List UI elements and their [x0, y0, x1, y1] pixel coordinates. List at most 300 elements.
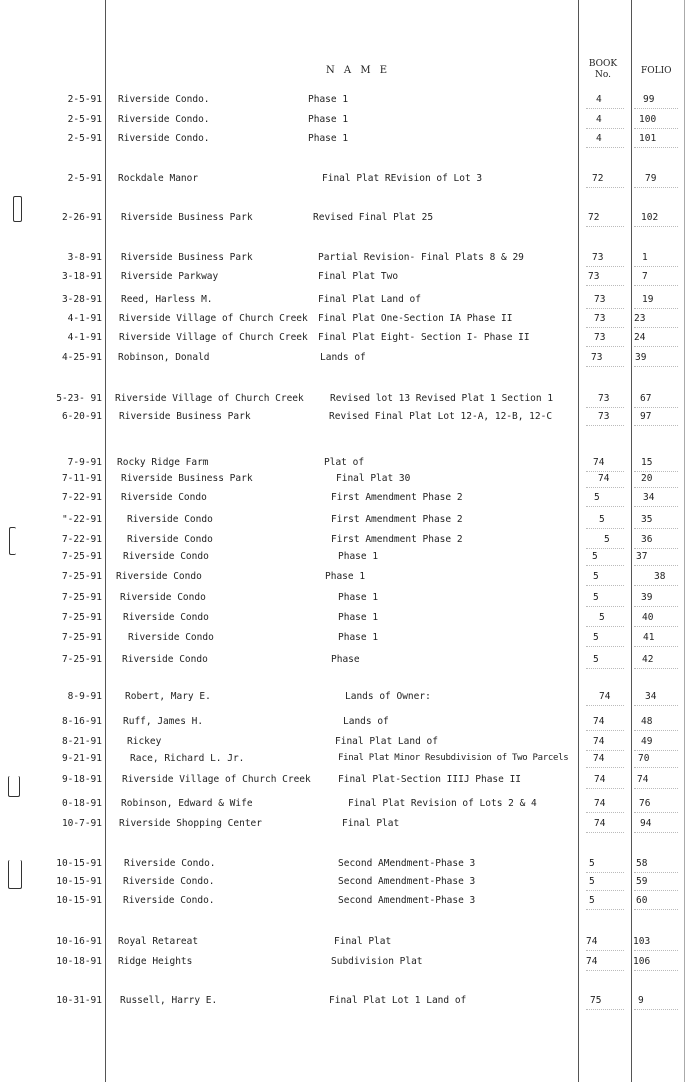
entry-name: Riverside Business Park: [121, 473, 253, 484]
entry-name: Riverside Shopping Center: [119, 818, 262, 829]
book-header-line1: BOOK: [588, 59, 618, 69]
entry-book-number: 5: [589, 858, 595, 869]
book-underline: [586, 187, 624, 188]
entry-folio-number: 67: [640, 393, 652, 404]
ledger-row: [0, 331, 700, 345]
entry-name: Riverside Condo: [128, 632, 214, 643]
entry-name: Robert, Mary E.: [125, 691, 211, 702]
entry-folio-number: 20: [641, 473, 653, 484]
entry-book-number: 74: [594, 798, 606, 809]
entry-book-number: 74: [593, 716, 605, 727]
ledger-row: [0, 857, 700, 871]
entry-book-number: 74: [594, 774, 606, 785]
entry-date: 0-18-91: [61, 798, 102, 809]
entry-date: 10-31-91: [56, 995, 102, 1006]
ledger-row: [0, 797, 700, 811]
entry-date: 7-25-91: [61, 592, 102, 603]
entry-date: 3-18-91: [61, 271, 102, 282]
ledger-row: [0, 550, 700, 564]
folio-underline: [634, 327, 678, 328]
entry-book-number: 73: [594, 332, 606, 343]
entry-book-number: 73: [588, 271, 600, 282]
ledger-row: [0, 817, 700, 831]
entry-book-number: 73: [592, 252, 604, 263]
folio-underline: [634, 950, 678, 951]
entry-book-number: 75: [590, 995, 602, 1006]
folio-underline: [634, 407, 678, 408]
entry-folio-number: 97: [640, 411, 652, 422]
entry-description: Lands of: [320, 352, 366, 363]
entry-date: 7-22-91: [61, 534, 102, 545]
ledger-row: [0, 491, 700, 505]
entry-name: Riverside Condo: [121, 492, 207, 503]
ledger-row: [0, 113, 700, 127]
entry-book-number: 5: [593, 632, 599, 643]
book-underline: [586, 1009, 624, 1010]
folio-underline: [634, 425, 678, 426]
entry-date: 2-5-91: [67, 173, 102, 184]
entry-description: Phase 1: [308, 94, 349, 105]
entry-description: Revised lot 13 Revised Plat 1 Section 1: [330, 393, 554, 404]
entry-date: 7-25-91: [61, 654, 102, 665]
book-underline: [586, 327, 624, 328]
book-underline: [586, 506, 624, 507]
ledger-row: [0, 472, 700, 486]
entry-description: Final Plat Two: [318, 271, 399, 282]
entry-date: 8-21-91: [61, 736, 102, 747]
entry-folio-number: 60: [636, 895, 648, 906]
book-underline: [586, 872, 624, 873]
pencil-bracket-mark: [8, 860, 22, 889]
entry-date: 7-11-91: [61, 473, 102, 484]
entry-folio-number: 24: [634, 332, 646, 343]
entry-description: Lands of Owner:: [345, 691, 431, 702]
entry-description: Revised Final Plat Lot 12-A, 12-B, 12-C: [329, 411, 553, 422]
entry-folio-number: 49: [641, 736, 653, 747]
folio-underline: [634, 128, 678, 129]
pencil-bracket-mark: [8, 776, 20, 797]
book-underline: [586, 646, 624, 647]
entry-folio-number: 48: [641, 716, 653, 727]
entry-description: Phase 1: [338, 551, 379, 562]
ledger-row: [0, 293, 700, 307]
entry-name: Ridge Heights: [118, 956, 193, 967]
entry-folio-number: 34: [645, 691, 657, 702]
entry-folio-number: 7: [642, 271, 648, 282]
entry-name: Rickey: [127, 736, 162, 747]
entry-name: Riverside Parkway: [121, 271, 219, 282]
entry-description: Plat of: [324, 457, 365, 468]
book-underline: [586, 147, 624, 148]
ledger-row: [0, 570, 700, 584]
entry-book-number: 74: [593, 736, 605, 747]
entry-name: Robinson, Donald: [118, 352, 210, 363]
entry-date: 10-16-91: [56, 936, 102, 947]
folio-underline: [634, 548, 678, 549]
ledger-row: [0, 211, 700, 225]
entry-book-number: 73: [598, 411, 610, 422]
entry-folio-number: 1: [642, 252, 648, 263]
book-header-line2: No.: [595, 70, 611, 80]
entry-book-number: 74: [586, 936, 598, 947]
book-underline: [586, 890, 624, 891]
entry-folio-number: 40: [642, 612, 654, 623]
book-underline: [586, 832, 624, 833]
entry-date: 4-1-91: [67, 313, 102, 324]
entry-date: 6-20-91: [61, 411, 102, 422]
entry-date: 3-8-91: [67, 252, 102, 263]
ledger-row: [0, 392, 700, 406]
entry-description: Final Plat 30: [336, 473, 411, 484]
entry-date: 10-7-91: [61, 818, 102, 829]
entry-date: 2-5-91: [67, 114, 102, 125]
entry-folio-number: 58: [636, 858, 648, 869]
entry-name: Royal Retareat: [118, 936, 199, 947]
entry-description: Final Plat-Section IIIJ Phase II: [338, 774, 522, 785]
entry-folio-number: 37: [636, 551, 648, 562]
entry-description: Second AMendment-Phase 3: [338, 858, 476, 869]
ledger-row: [0, 351, 700, 365]
entry-description: Phase 1: [338, 632, 379, 643]
entry-book-number: 73: [594, 294, 606, 305]
folio-underline: [634, 585, 678, 586]
pencil-bracket-mark: [13, 196, 22, 222]
entry-description: Phase 1: [308, 114, 349, 125]
entry-folio-number: 23: [634, 313, 646, 324]
entry-folio-number: 79: [645, 173, 657, 184]
folio-underline: [634, 528, 678, 529]
entry-date: 10-15-91: [56, 876, 102, 887]
entry-book-number: 73: [594, 313, 606, 324]
ledger-row: [0, 935, 700, 949]
entry-book-number: 72: [592, 173, 604, 184]
book-underline: [586, 909, 624, 910]
entry-book-number: 5: [594, 492, 600, 503]
entry-book-number: 74: [594, 818, 606, 829]
entry-name: Riverside Condo.: [118, 133, 210, 144]
ledger-row: [0, 591, 700, 605]
folio-underline: [634, 872, 678, 873]
folio-underline: [634, 606, 678, 607]
entry-book-number: 74: [598, 473, 610, 484]
ledger-row: [0, 773, 700, 787]
book-underline: [586, 812, 624, 813]
entry-description: Final Plat: [334, 936, 392, 947]
book-underline: [586, 750, 624, 751]
entry-name: Riverside Condo.: [118, 94, 210, 105]
ledger-row: [0, 631, 700, 645]
entry-name: Riverside Business Park: [119, 411, 251, 422]
entry-folio-number: 41: [643, 632, 655, 643]
entry-folio-number: 101: [639, 133, 657, 144]
book-underline: [586, 606, 624, 607]
entry-date: 5-23- 91: [56, 393, 102, 404]
book-underline: [586, 108, 624, 109]
entry-description: First Amendment Phase 2: [331, 514, 463, 525]
entry-name: Riverside Business Park: [121, 212, 253, 223]
folio-underline: [634, 767, 678, 768]
entry-folio-number: 35: [641, 514, 653, 525]
entry-name: Russell, Harry E.: [120, 995, 218, 1006]
folio-underline: [634, 646, 678, 647]
folio-underline: [634, 812, 678, 813]
entry-name: Riverside Condo: [122, 654, 208, 665]
entry-name: Riverside Condo: [123, 612, 209, 623]
entry-folio-number: 70: [638, 753, 650, 764]
entry-book-number: 74: [593, 457, 605, 468]
ledger-row: [0, 653, 700, 667]
entry-name: Riverside Business Park: [121, 252, 253, 263]
entry-folio-number: 74: [637, 774, 649, 785]
entry-folio-number: 15: [641, 457, 653, 468]
entry-date: 2-26-91: [61, 212, 102, 223]
entry-name: Riverside Condo.: [123, 895, 215, 906]
entry-description: First Amendment Phase 2: [331, 534, 463, 545]
book-underline: [586, 487, 624, 488]
ledger-row: [0, 994, 700, 1008]
folio-underline: [634, 147, 678, 148]
entry-date: 7-25-91: [61, 632, 102, 643]
entry-description: Phase: [331, 654, 360, 665]
folio-underline: [634, 285, 678, 286]
entry-name: Riverside Village of Church Creek: [122, 774, 311, 785]
folio-underline: [634, 626, 678, 627]
entry-book-number: 72: [588, 212, 600, 223]
entry-folio-number: 106: [633, 956, 651, 967]
book-underline: [586, 128, 624, 129]
folio-underline: [634, 308, 678, 309]
entry-folio-number: 38: [654, 571, 666, 582]
entry-folio-number: 34: [643, 492, 655, 503]
book-underline: [586, 626, 624, 627]
book-underline: [586, 730, 624, 731]
name-column-header: N A M E: [326, 65, 391, 76]
entry-description: Phase 1: [338, 612, 379, 623]
book-underline: [586, 668, 624, 669]
entry-name: Riverside Condo: [123, 551, 209, 562]
entry-folio-number: 39: [641, 592, 653, 603]
ledger-row: [0, 456, 700, 470]
folio-column-header: FOLIO: [641, 66, 672, 76]
entry-folio-number: 36: [641, 534, 653, 545]
folio-underline: [634, 668, 678, 669]
entry-description: Final Plat Lot 1 Land of: [329, 995, 467, 1006]
entry-book-number: 73: [591, 352, 603, 363]
entry-description: Partial Revision- Final Plats 8 & 29: [318, 252, 524, 263]
entry-date: 10-15-91: [56, 895, 102, 906]
entry-name: Riverside Village of Church Creek: [119, 332, 308, 343]
entry-name: Rockdale Manor: [118, 173, 199, 184]
folio-underline: [634, 1009, 678, 1010]
ledger-row: [0, 270, 700, 284]
entry-description: Second Amendment-Phase 3: [338, 876, 476, 887]
entry-date: "-22-91: [61, 514, 102, 525]
book-underline: [586, 528, 624, 529]
folio-underline: [634, 487, 678, 488]
entry-folio-number: 19: [642, 294, 654, 305]
book-underline: [586, 548, 624, 549]
ledger-row: [0, 752, 700, 766]
entry-date: 7-25-91: [61, 551, 102, 562]
entry-book-number: 74: [599, 691, 611, 702]
entry-date: 2-5-91: [67, 94, 102, 105]
folio-underline: [634, 366, 678, 367]
entry-description: Second Amendment-Phase 3: [338, 895, 476, 906]
entry-name: Riverside Village of Church Creek: [119, 313, 308, 324]
ledger-row: [0, 513, 700, 527]
book-underline: [586, 308, 624, 309]
entry-description: First Amendment Phase 2: [331, 492, 463, 503]
entry-name: Riverside Village of Church Creek: [115, 393, 304, 404]
book-underline: [586, 425, 624, 426]
ledger-row: [0, 251, 700, 265]
ledger-row: [0, 875, 700, 889]
entry-description: Final Plat Minor Resubdivision of Two Parcels: [338, 753, 569, 763]
entry-date: 2-5-91: [67, 133, 102, 144]
entry-description: Final Plat Land of: [335, 736, 438, 747]
entry-date: 7-9-91: [67, 457, 102, 468]
entry-date: 3-28-91: [61, 294, 102, 305]
entry-book-number: 5: [593, 571, 599, 582]
folio-underline: [634, 730, 678, 731]
entry-name: Robinson, Edward & Wife: [121, 798, 253, 809]
entry-name: Riverside Condo: [120, 592, 206, 603]
folio-underline: [634, 750, 678, 751]
entry-folio-number: 103: [633, 936, 651, 947]
ledger-row: [0, 533, 700, 547]
entry-date: 8-9-91: [67, 691, 102, 702]
entry-name: Riverside Condo: [127, 514, 213, 525]
ledger-row: [0, 410, 700, 424]
entry-name: Riverside Condo.: [124, 858, 216, 869]
folio-underline: [634, 890, 678, 891]
entry-date: 9-21-91: [61, 753, 102, 764]
folio-underline: [634, 909, 678, 910]
folio-underline: [634, 506, 678, 507]
folio-underline: [634, 970, 678, 971]
book-underline: [586, 407, 624, 408]
entry-description: Phase 1: [325, 571, 366, 582]
folio-underline: [634, 187, 678, 188]
entry-date: 8-16-91: [61, 716, 102, 727]
ledger-row: [0, 715, 700, 729]
book-underline: [586, 226, 624, 227]
ledger-row: [0, 611, 700, 625]
entry-date: 4-25-91: [61, 352, 102, 363]
entry-description: Phase 1: [338, 592, 379, 603]
entry-book-number: 4: [596, 114, 602, 125]
book-column-header: [587, 59, 619, 81]
entry-book-number: 5: [604, 534, 610, 545]
entry-book-number: 5: [599, 514, 605, 525]
entry-name: Reed, Harless M.: [121, 294, 213, 305]
entry-book-number: 5: [592, 551, 598, 562]
entry-book-number: 5: [593, 654, 599, 665]
ledger-row: [0, 132, 700, 146]
entry-name: Ruff, James H.: [123, 716, 204, 727]
book-underline: [586, 346, 624, 347]
folio-underline: [634, 266, 678, 267]
entry-date: 10-18-91: [56, 956, 102, 967]
entry-name: Riverside Condo.: [123, 876, 215, 887]
book-underline: [586, 285, 624, 286]
entry-folio-number: 9: [638, 995, 644, 1006]
book-underline: [586, 705, 624, 706]
entry-book-number: 5: [589, 876, 595, 887]
entry-book-number: 4: [596, 133, 602, 144]
folio-underline: [634, 108, 678, 109]
folio-underline: [634, 226, 678, 227]
book-underline: [586, 788, 624, 789]
entry-description: Final Plat Revision of Lots 2 & 4: [348, 798, 537, 809]
book-underline: [586, 366, 624, 367]
entry-description: Final Plat Land of: [318, 294, 421, 305]
entry-description: Final Plat: [342, 818, 400, 829]
book-underline: [586, 565, 624, 566]
ledger-row: [0, 955, 700, 969]
entry-book-number: 5: [589, 895, 595, 906]
entry-description: Revised Final Plat 25: [313, 212, 434, 223]
ledger-row: [0, 93, 700, 107]
entry-description: Phase 1: [308, 133, 349, 144]
entry-book-number: 5: [593, 592, 599, 603]
book-underline: [586, 767, 624, 768]
ledger-row: [0, 894, 700, 908]
book-underline: [586, 970, 624, 971]
entry-name: Race, Richard L. Jr.: [130, 753, 245, 764]
ledger-row: [0, 690, 700, 704]
folio-underline: [634, 346, 678, 347]
entry-date: 9-18-91: [61, 774, 102, 785]
folio-underline: [634, 788, 678, 789]
book-underline: [586, 950, 624, 951]
entry-description: Final Plat REvision of Lot 3: [322, 173, 483, 184]
ledger-row: [0, 172, 700, 186]
entry-description: Final Plat Eight- Section I- Phase II: [318, 332, 530, 343]
entry-name: Rocky Ridge Farm: [117, 457, 209, 468]
entry-date: 7-22-91: [61, 492, 102, 503]
entry-book-number: 74: [586, 956, 598, 967]
entry-description: Lands of: [343, 716, 389, 727]
entry-description: Final Plat One-Section IA Phase II: [318, 313, 513, 324]
entry-folio-number: 42: [642, 654, 654, 665]
entry-date: 7-25-91: [61, 571, 102, 582]
entry-name: Riverside Condo: [116, 571, 202, 582]
entry-name: Riverside Condo: [127, 534, 213, 545]
entry-date: 7-25-91: [61, 612, 102, 623]
entry-folio-number: 94: [640, 818, 652, 829]
entry-book-number: 73: [598, 393, 610, 404]
entry-name: Riverside Condo.: [118, 114, 210, 125]
entry-description: Subdivision Plat: [331, 956, 423, 967]
entry-folio-number: 100: [639, 114, 657, 125]
entry-date: 10-15-91: [56, 858, 102, 869]
folio-underline: [634, 832, 678, 833]
folio-underline: [634, 705, 678, 706]
book-underline: [586, 585, 624, 586]
pencil-bracket-mark: [9, 527, 16, 555]
ledger-row: [0, 735, 700, 749]
entry-book-number: 5: [599, 612, 605, 623]
book-underline: [586, 266, 624, 267]
entry-folio-number: 102: [641, 212, 659, 223]
entry-book-number: 74: [593, 753, 605, 764]
ledger-row: [0, 312, 700, 326]
entry-folio-number: 76: [639, 798, 651, 809]
entry-folio-number: 39: [635, 352, 647, 363]
entry-book-number: 4: [596, 94, 602, 105]
entry-folio-number: 59: [636, 876, 648, 887]
